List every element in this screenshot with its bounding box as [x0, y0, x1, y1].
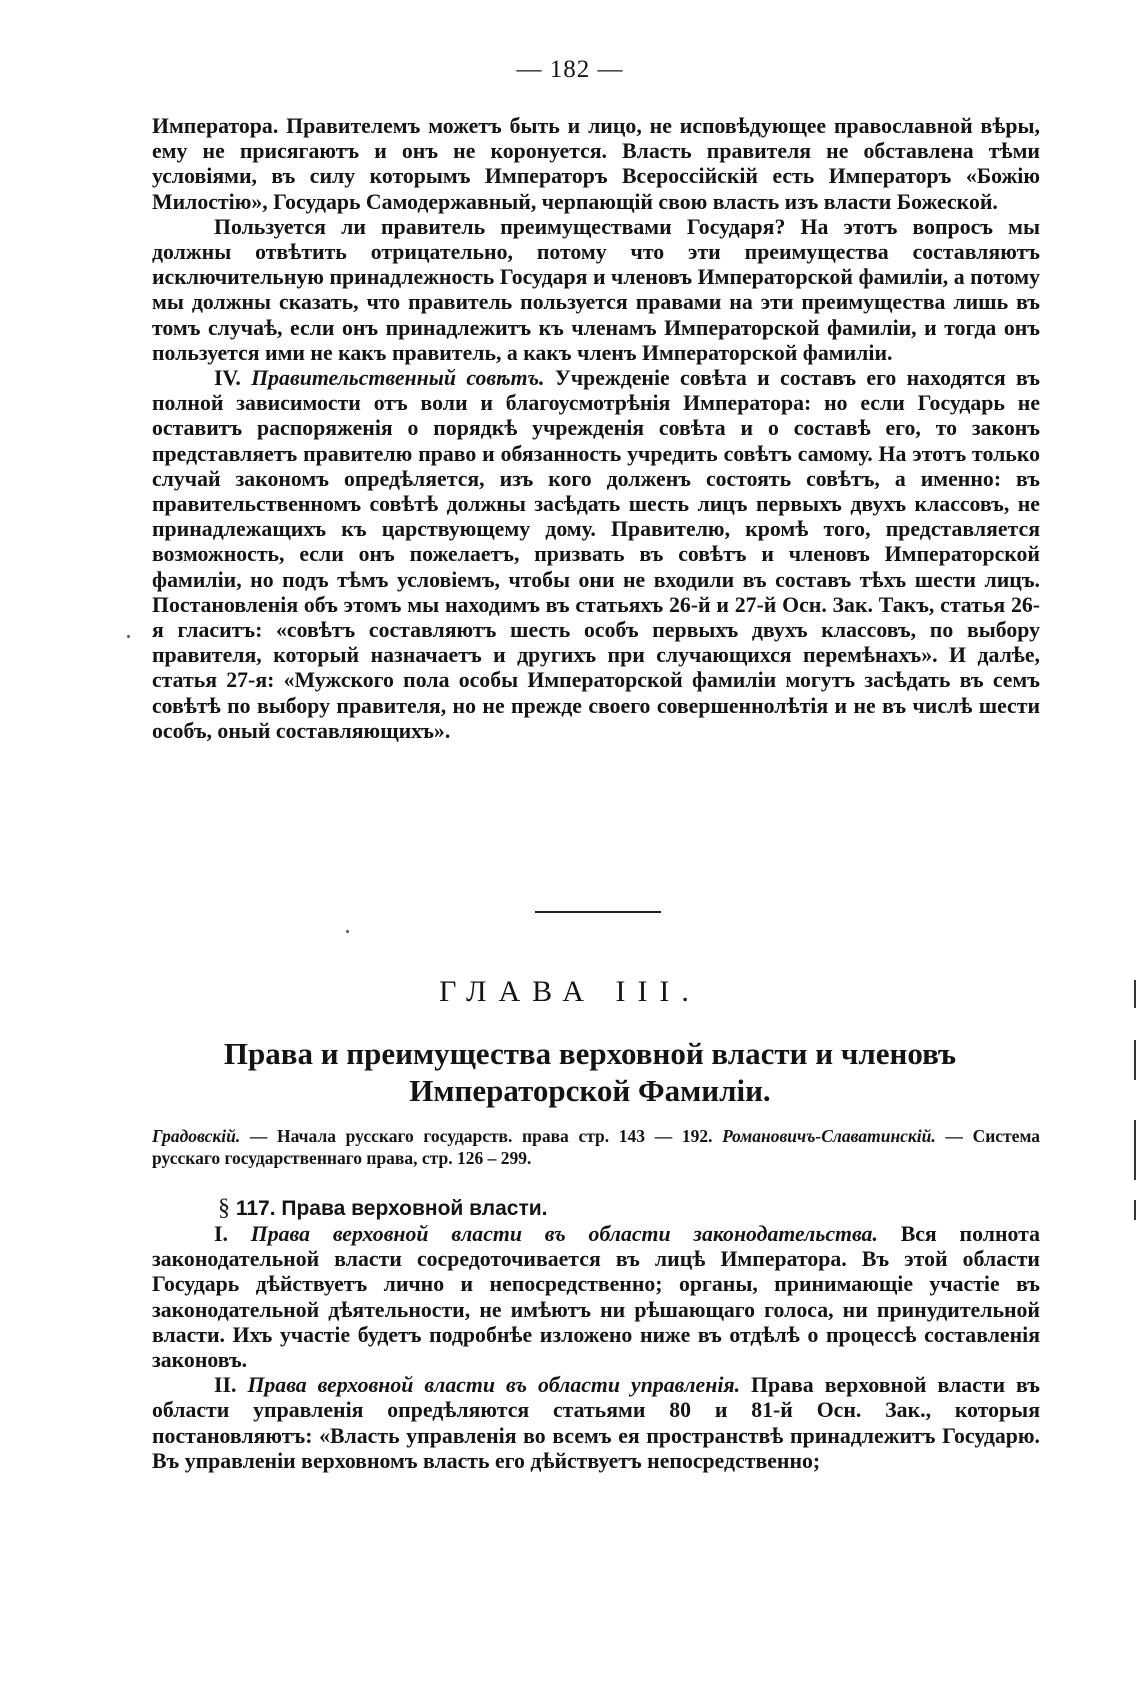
reference-work: — Система русскаго государственнаго права, стр. 126 – 299. [152, 1126, 1040, 1168]
reference-author: Романовичъ-Славатинскій. [722, 1126, 936, 1146]
section-heading [218, 1195, 548, 1222]
paragraph-number: IV. [214, 366, 241, 391]
scan-speck [346, 930, 349, 933]
paragraph-continuation: Императора. Правителемъ можетъ быть и лицо, не исповѣдующее православной вѣры, ему не присягаютъ и онъ не коронуется. Власть правителя не обставлена тѣми условіями, въ силу которымъ Императоръ Всероссійскій есть Императоръ «Божію Милостію», Государь Самодержавный, черпающій свою власть изъ власти Божеской. [152, 114, 1040, 214]
scan-edge-mark [1134, 1040, 1136, 1080]
section-symbol: § [218, 1195, 230, 1221]
paragraph-administration [152, 1373, 1040, 1474]
paragraph-legislation [152, 1222, 1040, 1373]
scan-edge-mark [1134, 1200, 1136, 1220]
scan-edge-mark [1134, 1120, 1136, 1180]
chapter-title: Права и преимущества верховной власти и членовъ Императорской Фамиліи. [223, 1036, 957, 1108]
bottom-text-block [152, 1222, 1040, 1474]
reference-author: Градовскій. [152, 1126, 241, 1146]
paragraph-government-council [152, 366, 1040, 744]
section-divider [535, 911, 661, 913]
references [152, 1125, 1040, 1169]
scan-speck [127, 635, 130, 638]
top-text-block [152, 114, 1040, 744]
page-number: — 182 — [516, 56, 624, 83]
paragraph-number: II. [214, 1373, 237, 1398]
section-title: 117. Права верховной власти. [230, 1197, 548, 1220]
paragraph-italic-heading: Права верховной власти въ области управленія. [247, 1373, 741, 1398]
paragraph-body: Права верховной власти въ области управленія опредѣляются статьями 80 и 81-й Осн. Зак., которыя постановляютъ: «Власть управленія во всемъ ея пространствѣ принадлежитъ Государю. Въ управленіи верховномъ власть его дѣйствуетъ непосредственно; [152, 1373, 1040, 1473]
reference-work: — Начала русскаго государств. права стр. 143 — 192. [240, 1126, 723, 1146]
paragraph-italic-heading: Правительственный совѣтъ. [251, 366, 545, 391]
paragraph-body: Учрежденіе совѣта и составъ его находятся въ полной зависимости отъ воли и благоусмотрѣнія Императора: но если Государь не оставитъ распоряженія о порядкѣ учрежденія совѣта и о составѣ его, то законъ представляетъ правителю право и обязанность учредить совѣтъ самому. На этотъ только случай закономъ опредѣляется, изъ кого долженъ состоять совѣтъ, а именно: въ правительственномъ совѣтѣ должны засѣдать шесть лицъ первыхъ двухъ классовъ, не принадлежащихъ къ царствующему дому. Правителю, кромѣ того, представляется возможность, если онъ пожелаетъ, призвать въ совѣтъ и членовъ Императорской фамиліи, но подъ тѣмъ условіемъ, чтобы они не входили въ составъ тѣхъ шести лицъ. Постановленія объ этомъ мы находимъ въ статьяхъ 26-й и 27-й Осн. Зак. Такъ, статья 26-я гласитъ: «совѣтъ составляютъ шесть особъ первыхъ двухъ классовъ, по выбору правителя, который назначаетъ и другихъ при случающихся перемѣнахъ». И далѣе, статья 27-я: «Мужского пола особы Императорской фамиліи могутъ засѣдать въ семъ совѣтѣ по выбору правителя, но не прежде своего совершеннолѣтія и не въ числѣ шести особъ, оный составляющихъ». [152, 366, 1040, 743]
paragraph-regent-privileges: Пользуется ли правитель преимуществами Государя? На этотъ вопросъ мы должны отвѣтить отрицательно, потому что эти преимущества составляютъ исключительную принадлежность Государя и членовъ Императорской фамиліи, а потому мы должны сказать, что правитель пользуется правами на эти преимущества лишь въ томъ случаѣ, если онъ принадлежитъ къ членамъ Императорской фамиліи, и тогда онъ пользуется ими не какъ правитель, а какъ членъ Императорской фамиліи. [152, 214, 1040, 365]
paragraph-body: Вся полнота законодательной власти сосредоточивается въ лицѣ Императора. Въ этой области Государь дѣйствуетъ лично и непосредственно; органы, принимающіе участіе въ законодательной дѣятельности, не имѣютъ ни рѣшающаго голоса, ни принудительной власти. Ихъ участіе будетъ подробнѣе изложено ниже въ отдѣлѣ о процессѣ составленія законовъ. [152, 1222, 1040, 1373]
scan-edge-mark [1134, 980, 1136, 1008]
chapter-heading: ГЛАВА III. [439, 975, 701, 1008]
paragraph-italic-heading: Права верховной власти въ области законодательства. [250, 1222, 878, 1246]
paragraph-number: I. [214, 1222, 228, 1246]
